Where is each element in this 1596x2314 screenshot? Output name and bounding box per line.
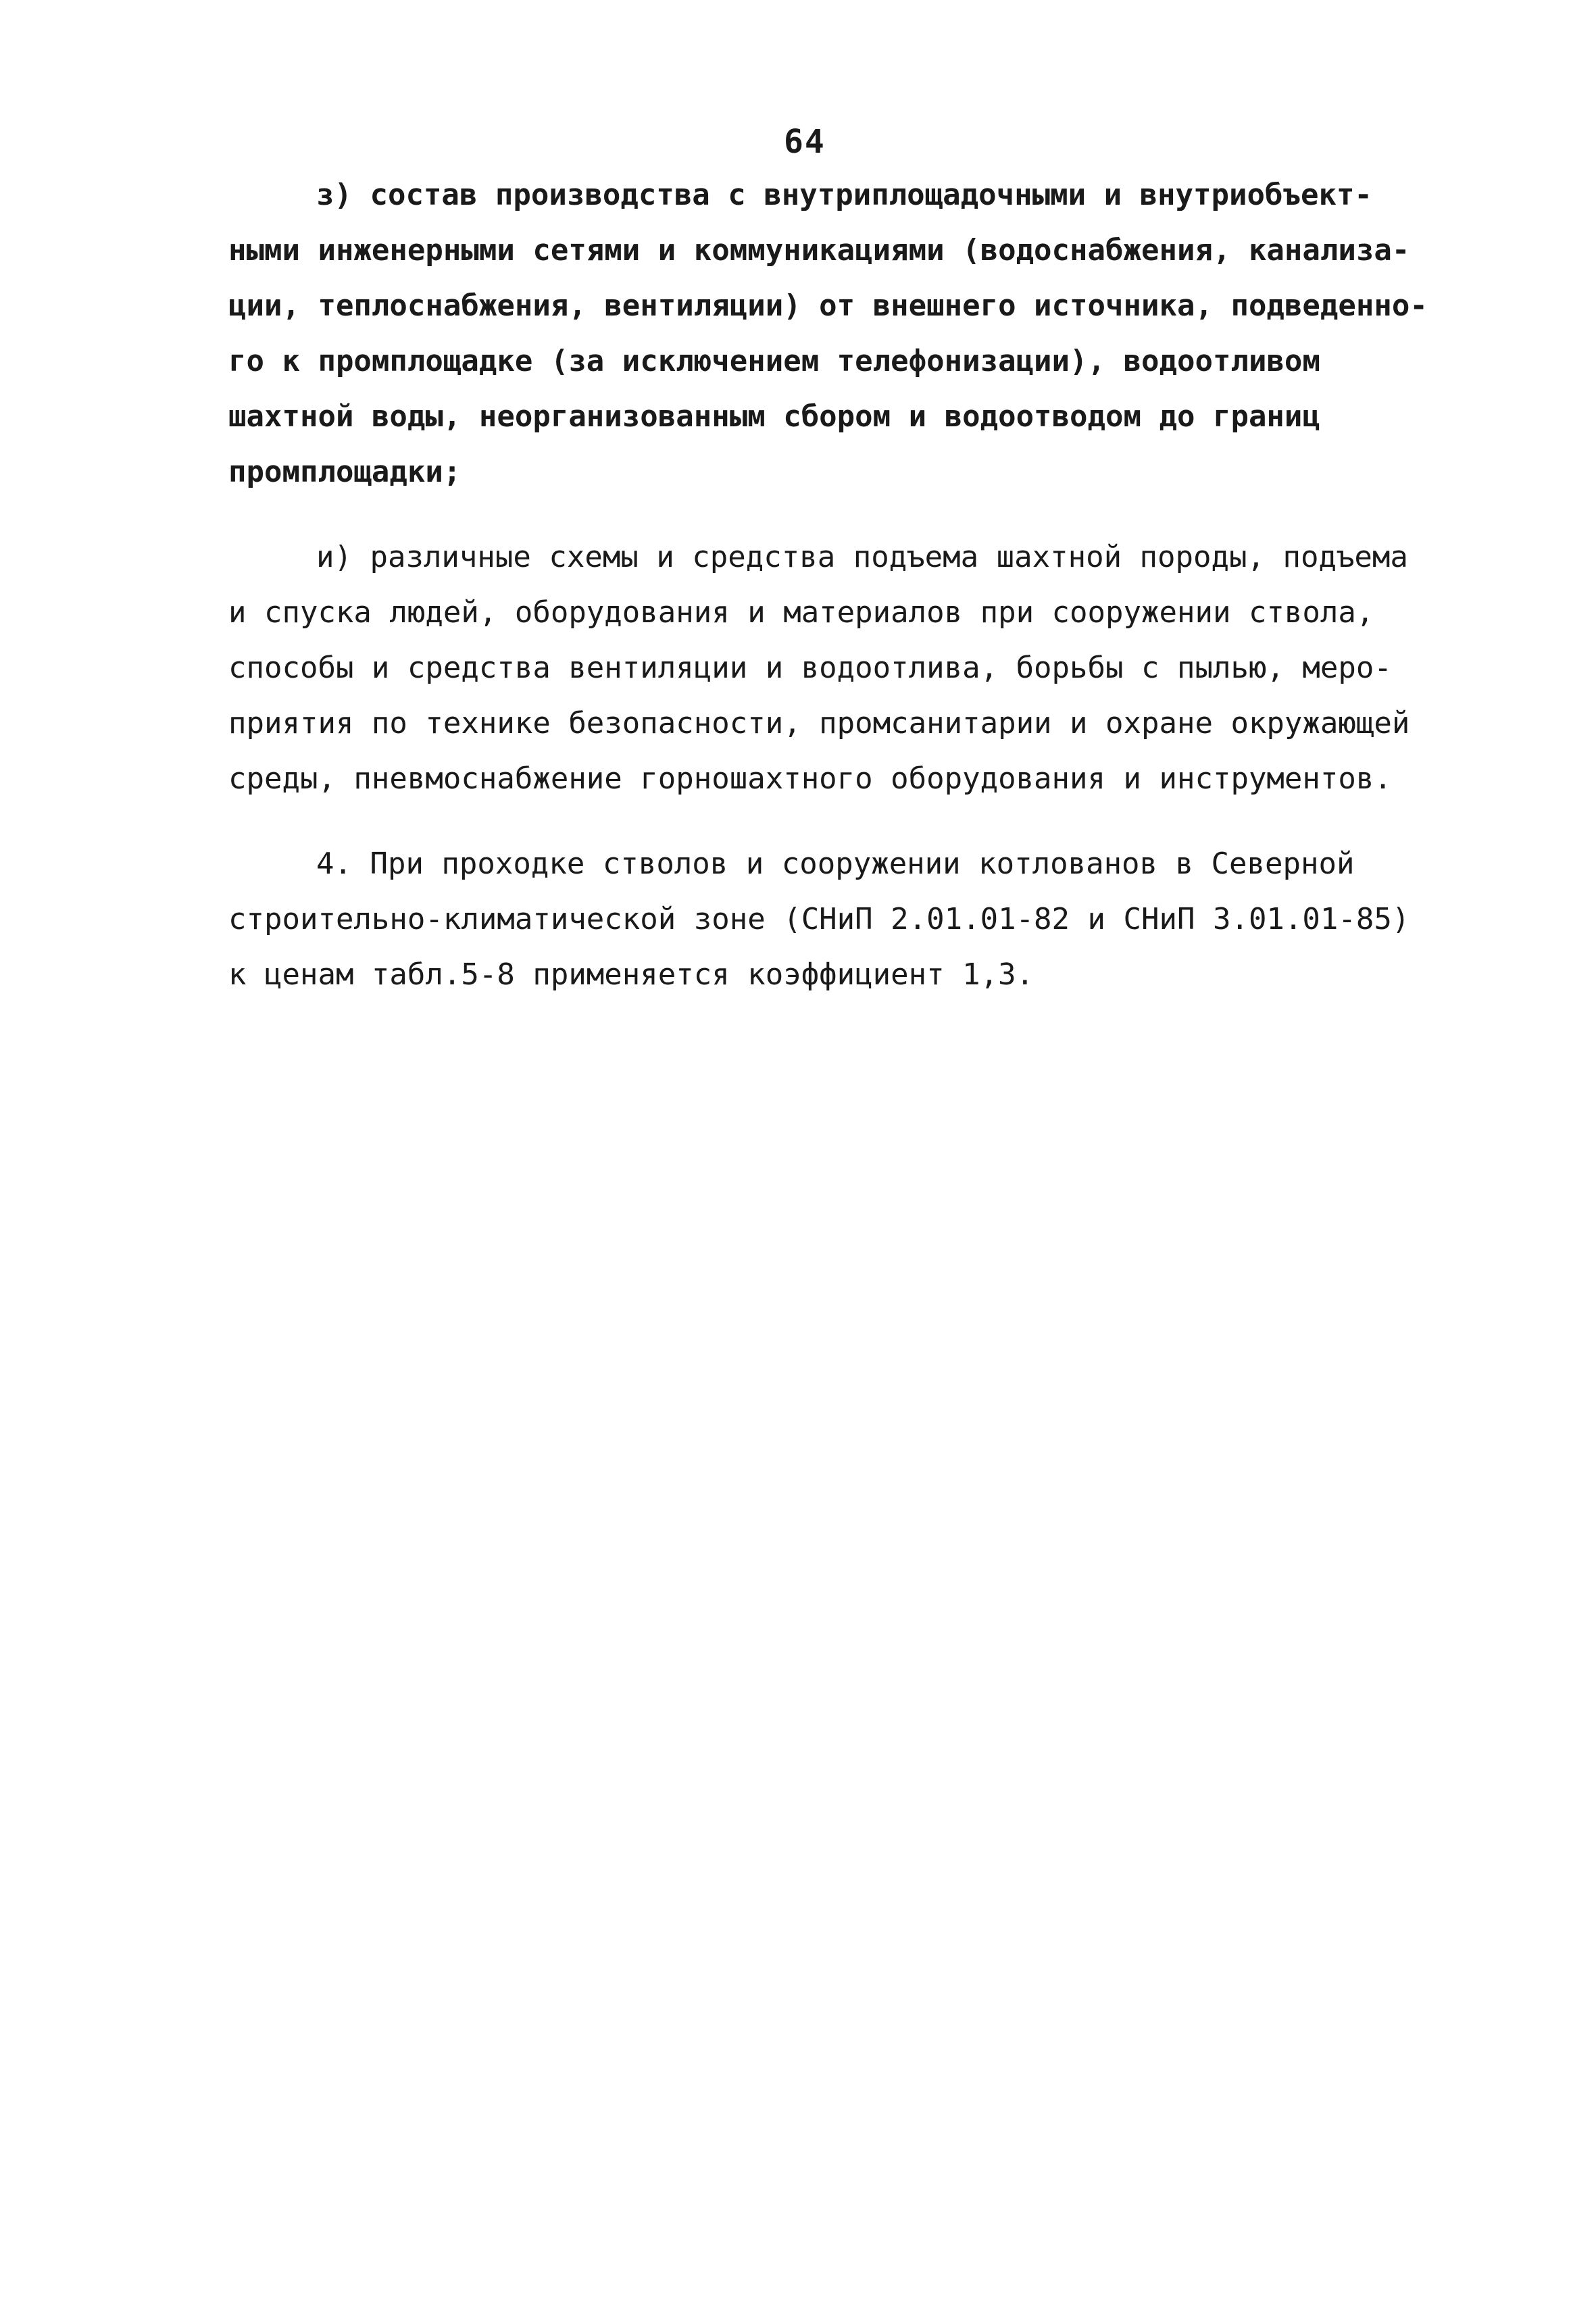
document-body [228,168,1428,1032]
paragraph-4 [228,836,1411,1003]
paragraph-line: ции, теплоснабжения, вентиляции) от внешнего источника, подведенно- [228,288,1428,323]
paragraph-line: среды, пневмоснабжение горношахтного оборудования и инструментов. [228,761,1392,796]
paragraph-line: и спуска людей, оборудования и материалов при сооружении ствола, [228,595,1374,630]
paragraph-line: ными инженерными сетями и коммуникациями (водоснабжения, канализа- [228,233,1410,268]
paragraph-z [228,168,1428,500]
paragraph-line: го к промплощадке (за исключением телефонизации), водоотливом [228,344,1320,378]
page-number: 64 [784,123,826,161]
paragraph-line: шахтной воды, неорганизованным сбором и водоотводом до границ [228,399,1320,434]
paragraph-line: 4. При проходке стволов и сооружении котлованов в Северной [316,847,1355,881]
paragraph-line: к ценам табл.5-8 применяется коэффициент 1,3. [228,957,1034,992]
paragraph-i [228,530,1411,807]
paragraph-line: строительно-климатической зоне (СНиП 2.01.01-82 и СНиП 3.01.01-85) [228,902,1410,936]
paragraph-line: приятия по технике безопасности, промсанитарии и охране окружающей [228,706,1410,740]
paragraph-line: и) различные схемы и средства подъема шахтной породы, подъема [316,540,1408,574]
paragraph-line: промплощадки; [228,455,462,489]
paragraph-line: способы и средства вентиляции и водоотлива, борьбы с пылью, меро- [228,651,1392,685]
paragraph-line: з) состав производства с внутриплощадочными и внутриобъект- [316,178,1372,212]
